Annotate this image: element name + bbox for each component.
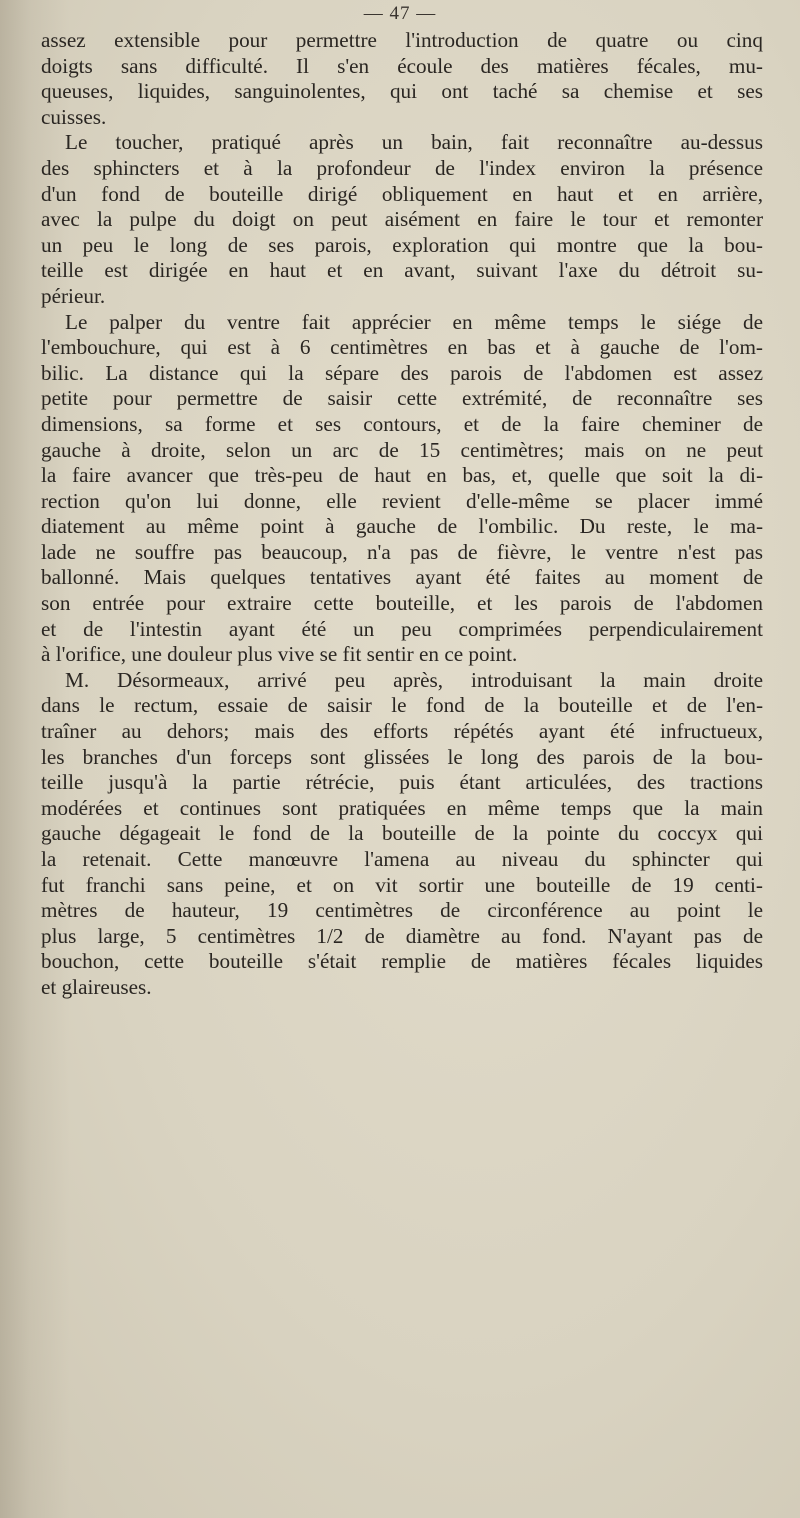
text-line: son entrée pour extraire cette bouteille, et les parois de l'abdomen: [41, 591, 763, 616]
text-line: modérées et continues sont pratiquées en même temps que la main: [41, 795, 763, 820]
text-line: avec la pulpe du doigt on peut aisément en faire le tour et remonter: [41, 207, 763, 232]
text-line: à l'orifice, une douleur plus vive se fit sentir en ce point.: [41, 642, 518, 667]
text-line: diatement au même point à gauche de l'ombilic. Du reste, le ma-: [41, 514, 763, 539]
text-line: gauche dégageait le fond de la bouteille de la pointe du coccyx qui: [41, 821, 763, 846]
text-line: l'embouchure, qui est à 6 centimètres en bas et à gauche de l'om-: [41, 335, 763, 360]
text-line: plus large, 5 centimètres 1/2 de diamètre au fond. N'ayant pas de: [41, 923, 763, 948]
text-line: et glaireuses.: [41, 974, 152, 999]
text-line: gauche à droite, selon un arc de 15 centimètres; mais on ne peut: [41, 437, 763, 462]
text-line: bilic. La distance qui la sépare des parois de l'abdomen est assez: [41, 360, 763, 385]
text-line: dans le rectum, essaie de saisir le fond de la bouteille et de l'en-: [41, 693, 763, 718]
text-line: Le palper du ventre fait apprécier en même temps le siége de: [65, 309, 763, 334]
text-line: assez extensible pour permettre l'introduction de quatre ou cinq: [41, 28, 763, 52]
paragraph-1: [41, 28, 763, 130]
text-line: d'un fond de bouteille dirigé obliquement en haut et en arrière,: [41, 181, 763, 206]
text-line: ballonné. Mais quelques tentatives ayant été faites au moment de: [41, 565, 763, 590]
text-line: Le toucher, pratiqué après un bain, fait reconnaître au-dessus: [65, 130, 763, 155]
page-number: — 47 —: [363, 3, 437, 24]
text-line: un peu le long de ses parois, exploration qui montre que la bou-: [41, 232, 763, 257]
text-line: lade ne souffre pas beaucoup, n'a pas de fièvre, le ventre n'est pas: [41, 539, 763, 564]
text-line: teille est dirigée en haut et en avant, suivant l'axe du détroit su-: [41, 258, 763, 283]
text-line: M. Désormeaux, arrivé peu après, introduisant la main droite: [65, 667, 763, 692]
text-line: bouchon, cette bouteille s'était remplie de matières fécales liquides: [41, 949, 763, 974]
text-line: queuses, liquides, sanguinolentes, qui ont taché sa chemise et ses: [41, 79, 763, 104]
text-line: dimensions, sa forme et ses contours, et de la faire cheminer de: [41, 411, 763, 436]
text-line: doigts sans difficulté. Il s'en écoule des matières fécales, mu-: [41, 53, 763, 78]
paragraph-4: [41, 668, 763, 1001]
text-line: et de l'intestin ayant été un peu comprimées perpendiculairement: [41, 616, 763, 641]
text-line: la faire avancer que très-peu de haut en bas, et, quelle que soit la di-: [41, 463, 763, 488]
paragraph-2: [41, 130, 763, 309]
text-line: la retenait. Cette manœuvre l'amena au niveau du sphincter qui: [41, 847, 763, 871]
text-line: fut franchi sans peine, et on vit sortir une bouteille de 19 centi-: [41, 872, 763, 897]
text-line: les branches d'un forceps sont glissées le long des parois de la bou-: [41, 744, 763, 769]
text-line: traîner au dehors; mais des efforts répétés ayant été infructueux,: [41, 719, 763, 744]
text-line: teille jusqu'à la partie rétrécie, puis étant articulées, des tractions: [41, 770, 763, 795]
text-line: des sphincters et à la profondeur de l'index environ la présence: [41, 155, 763, 180]
text-line: cuisses.: [41, 104, 107, 129]
text-line: rection qu'on lui donne, elle revient d'elle-même se placer immé: [41, 488, 763, 513]
text-line: périeur.: [41, 283, 106, 308]
body-text: [41, 28, 763, 1001]
text-line: petite pour permettre de saisir cette extrémité, de reconnaître ses: [41, 386, 763, 411]
text-line: mètres de hauteur, 19 centimètres de circonférence au point le: [41, 898, 763, 923]
paragraph-3: [41, 310, 763, 668]
